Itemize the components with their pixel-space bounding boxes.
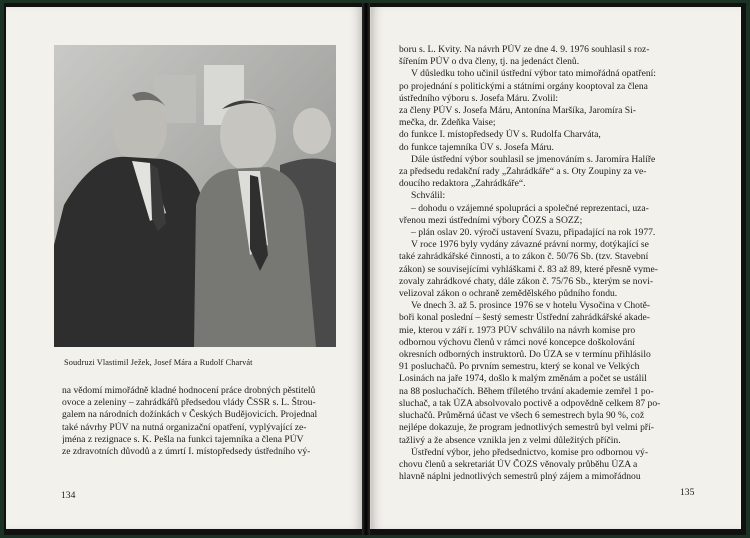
text-line: na 88 posluchačích. Během tříletého trvání akademie zemřel 1 po- xyxy=(399,385,654,397)
text-line: mie, kterou v září r. 1973 PÚV schválilo na návrh komise pro xyxy=(399,324,636,336)
text-line: nejlépe dokazuje, že program jednotlivých semestrů byl velmi pří- xyxy=(399,422,654,434)
right-body-text xyxy=(399,44,717,483)
text-line: sluchačů. Průměrná účast ve všech 6 semestrech byla 90 %, což xyxy=(399,410,645,422)
text-line: V důsledku toho učinil ústřední výbor tato mimořádná opatření: xyxy=(411,68,656,80)
text-line: po projednání s politickými a státními orgány kooptoval za člena xyxy=(399,80,648,92)
book-spread xyxy=(4,3,746,535)
text-line: Dále ústřední výbor souhlasil se jmenováním s. Jaromíra Halíře xyxy=(411,153,656,165)
text-line: Losinách na jaře 1974, došlo k malým změnám a počet se ustálil xyxy=(399,373,647,385)
page-number-left: 134 xyxy=(61,490,76,501)
text-line: šířením PÚV o dva členy, tj. na jedenáct členů. xyxy=(399,56,580,68)
left-body-text xyxy=(62,385,347,458)
text-line: tažlivý a že absence vznikla jen z velmi důležitých příčin. xyxy=(399,434,621,446)
text-line: – dohodu o vzájemné spolupráci a společné reprezentaci, uza- xyxy=(411,202,649,214)
photo-three-men xyxy=(54,45,336,347)
text-line: okresních odborných instruktorů. Do ÚZA se v termínu přihlásilo xyxy=(399,349,651,361)
text-line: do funkce tajemníka ÚV s. Josefa Máru. xyxy=(399,141,554,153)
text-line: na vědomí mimořádně kladné hodnocení práce drobných pěstitelů xyxy=(62,385,316,396)
text-line: jména z rezignace s. K. Pešla na funkci tajemníka a člena PÚV xyxy=(62,433,304,445)
text-line: ústředního výboru s. Josefa Máru. Zvolil: xyxy=(399,92,559,104)
text-line: zovaly zahrádkové chaty, dále zákon č. 75/76 Sb., kterým se novi- xyxy=(399,275,654,287)
text-line: odbornou výchovu členů v rámci nové koncepce doškolování xyxy=(399,336,635,348)
text-line: – plán oslav 20. výročí ustavení Svazu, připadající na rok 1977. xyxy=(411,227,656,239)
right-page xyxy=(370,7,741,529)
text-line: boru s. L. Kvity. Na návrh PÚV ze dne 4. 9. 1976 souhlasil s roz- xyxy=(399,44,650,55)
text-line: boři konal poslední – šestý semestr Ústřední zahrádkářské akade- xyxy=(399,312,650,324)
text-line: V roce 1976 byly vydány závazné právní normy, dotýkající se xyxy=(411,239,649,251)
text-line: 91 posluchačů. Po prvním semestru, který se konal ve Velkých xyxy=(399,361,640,373)
text-line: ovoce a zeleniny – zahrádkářů předsedou vlády ČSSR s. L. Štrou- xyxy=(62,397,316,409)
text-line: také návrhy PÚV na nutná organizační opatření, vyplývající ze- xyxy=(62,421,307,433)
text-line: do funkce I. místopředsedy ÚV s. Rudolfa Charváta, xyxy=(399,129,601,141)
text-line: galem na národních dožínkách v Českých Budějovicích. Projednal xyxy=(62,409,318,421)
text-line: doucího redaktora „Zahrádkáře“. xyxy=(399,178,526,190)
text-line: Ve dnech 3. až 5. prosince 1976 se v hotelu Vysočina v Chotě- xyxy=(411,300,651,312)
text-line: chovu členů a sekretariát ÚV ČOZS věnovaly průběhu ÚZA a xyxy=(399,458,638,470)
photo-caption: Soudruzi Vlastimil Ježek, Josef Mára a Rudolf Charvát xyxy=(64,358,253,367)
page-number-right: 135 xyxy=(680,487,695,498)
text-line: zákon) se souvisejícími vyhláškami č. 83 až 89, které přesně vyme- xyxy=(399,263,658,275)
text-line: za předsedu redakční rady „Zahrádkáře“ a s. Oty Zoupiny za ve- xyxy=(399,166,647,178)
left-page xyxy=(6,7,363,529)
book-gutter xyxy=(362,3,370,535)
text-line: Ústřední výbor, jeho předsednictvo, komise pro odbornou vý- xyxy=(411,446,649,458)
text-line: za členy PÚV s. Josefa Máru, Antonína Maršíka, Jaromíra Si- xyxy=(399,105,636,117)
text-line: vřenou mezi ústředními výbory ČOZS a SOZZ; xyxy=(399,214,583,226)
text-line: hlavně náplni jednotlivých semestrů plný zájem a mimořádnou xyxy=(399,471,641,483)
text-line: Schválil: xyxy=(411,190,446,202)
text-line: sluchač, a tak ÚZA absolvovalo poctivě a odpovědně celkem 87 po- xyxy=(399,397,661,409)
text-line: mečka, dr. Zdeňka Vaise; xyxy=(399,117,496,129)
text-line: ze zdravotních důvodů a z úmrtí I. místopředsedy ústředního vý- xyxy=(62,446,311,458)
text-line: také zahrádkářské činnosti, a to zákon č. 50/76 Sb. (tzv. Stavební xyxy=(399,251,649,263)
text-line: velizoval zákon o ochraně zemědělského půdního fondu. xyxy=(399,288,618,300)
